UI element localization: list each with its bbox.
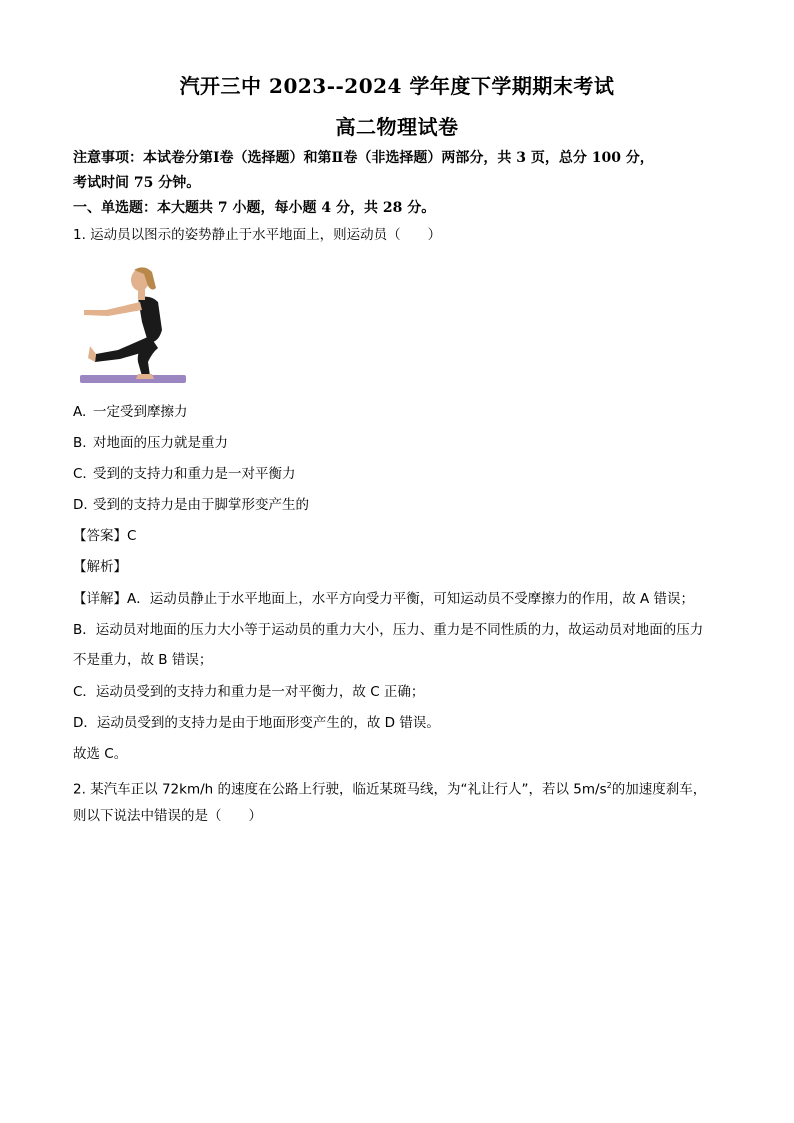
question-2-stem: 2. 某汽车正以 72km/h 的速度在公路上行驶，临近某斑马线，为“礼让行人”，若以 $5m/s^2$的加速度刹车， bbox=[73, 781, 707, 798]
q1-analysis-label: 【解析】 bbox=[73, 559, 127, 575]
notice-line-1: 注意事项：本试卷分第Ⅰ卷（选择题）和第Ⅱ卷（非选择题）两部分，共 3 页，总分 100 分， bbox=[73, 150, 654, 166]
q1-option-a: A. 一定受到摩擦力 bbox=[73, 404, 188, 420]
yoga-mat bbox=[80, 375, 186, 383]
q1-answer: 【答案】C bbox=[73, 528, 137, 544]
q1-detail-line: 故选 C。 bbox=[73, 746, 128, 762]
section-heading: 一、单选题：本大题共 7 小题，每小题 4 分，共 28 分。 bbox=[73, 200, 436, 216]
q1-detail-line: C．运动员受到的支持力和重力是一对平衡力，故 C 正确； bbox=[73, 684, 425, 700]
notice-line-2: 考试时间 75 分钟。 bbox=[73, 175, 201, 191]
exam-title: 汽开三中 2023--2024 学年度下学期期末考试 bbox=[179, 74, 615, 98]
question-2-stem-line-2: 则以下说法中错误的是（ ） bbox=[73, 808, 262, 824]
q1-detail-line: D．运动员受到的支持力是由于地面形变产生的，故 D 错误。 bbox=[73, 715, 440, 731]
q1-option-c: C. 受到的支持力和重力是一对平衡力 bbox=[73, 466, 296, 482]
q1-detail-line: B．运动员对地面的压力大小等于运动员的重力大小，压力、重力是不同性质的力，故运动员对地面的压力 bbox=[73, 622, 704, 638]
q1-option-b: B. 对地面的压力就是重力 bbox=[73, 435, 228, 451]
exam-subtitle: 高二物理试卷 bbox=[335, 115, 459, 139]
question-1-stem: 1. 运动员以图示的姿势静止于水平地面上，则运动员（ ） bbox=[73, 227, 442, 243]
q1-detail-line: 不是重力，故 B 错误； bbox=[73, 652, 213, 668]
q1-detail-line: 【详解】A．运动员静止于水平地面上，水平方向受力平衡，可知运动员不受摩擦力的作用，故 A 错误； bbox=[73, 591, 695, 607]
athlete-figure bbox=[78, 258, 188, 386]
q1-option-d: D. 受到的支持力是由于脚掌形变产生的 bbox=[73, 497, 309, 513]
